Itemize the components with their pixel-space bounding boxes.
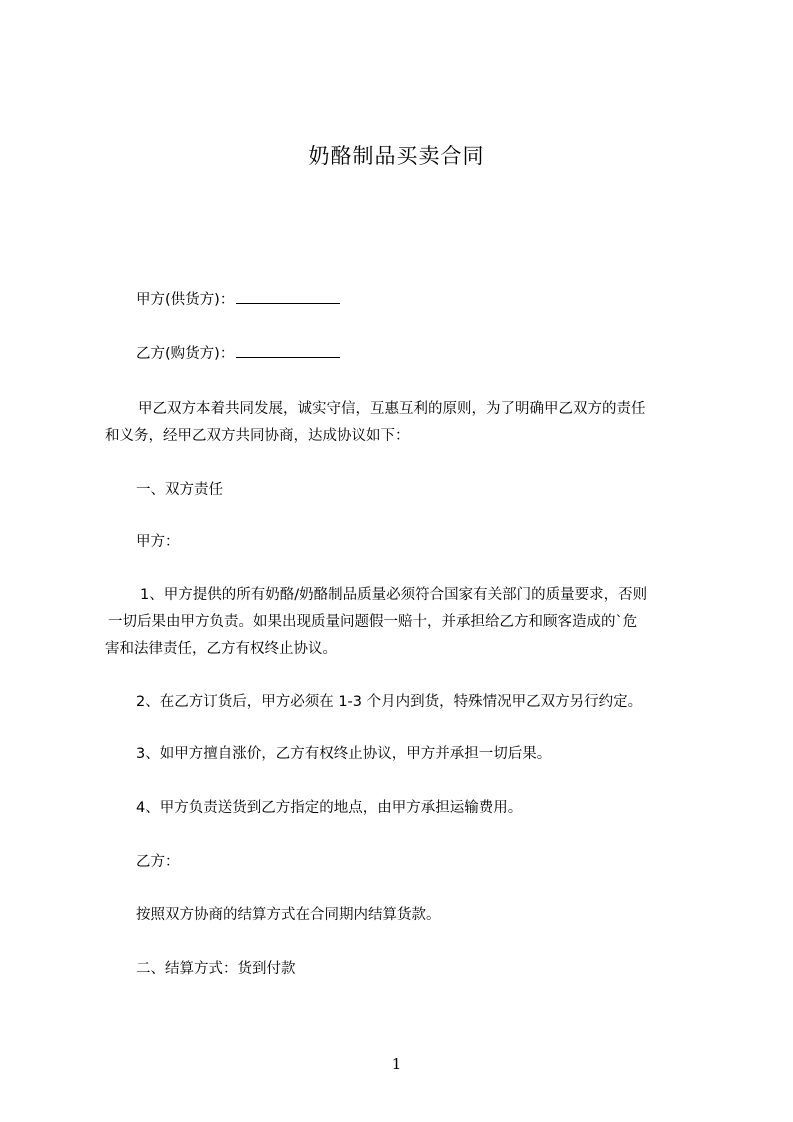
- clause-1-line-1: 1、甲方提供的所有奶酪/奶酪制品质量必须符合国家有关部门的质量要求，否则: [140, 587, 648, 603]
- section-1-heading: 一、双方责任: [136, 482, 223, 498]
- party-b-duty: 按照双方协商的结算方式在合同期内结算货款。: [136, 907, 441, 923]
- page-number: 1: [391, 1055, 402, 1073]
- preamble-line-2: 和义务，经甲乙双方共同协商，达成协议如下：: [105, 428, 410, 444]
- clause-1-line-3: 害和法律责任，乙方有权终止协议。: [105, 641, 337, 657]
- document-title: 奶酪制品买卖合同: [308, 144, 485, 168]
- party-b-heading: 乙方：: [136, 854, 180, 870]
- clause-2: 2、在乙方订货后，甲方必须在 1-3 个月内到货，特殊情况甲乙双方另行约定。: [136, 694, 643, 710]
- party-b-blank: [236, 343, 340, 358]
- section-2-heading: 二、结算方式：货到付款: [136, 961, 296, 977]
- party-a-line: [136, 288, 721, 313]
- party-a-blank: [236, 289, 340, 304]
- preamble-line-1: 甲乙双方本着共同发展，诚实守信，互惠互利的原则，为了明确甲乙双方的责任: [138, 401, 646, 417]
- clause-4: 4、甲方负责送货到乙方指定的地点，由甲方承担运输费用。: [136, 800, 523, 816]
- clause-3: 3、如甲方擅自涨价，乙方有权终止协议，甲方并承担一切后果。: [136, 746, 552, 762]
- clause-1-line-2: 一切后果由甲方负责。如果出现质量问题假一赔十，并承担给乙方和顾客造成的`危: [108, 614, 638, 630]
- party-b-label: 乙方(购货方)：: [136, 346, 235, 362]
- party-a-label: 甲方(供货方)：: [136, 292, 235, 308]
- party-b-line: [136, 342, 721, 367]
- party-a-heading: 甲方：: [136, 534, 180, 550]
